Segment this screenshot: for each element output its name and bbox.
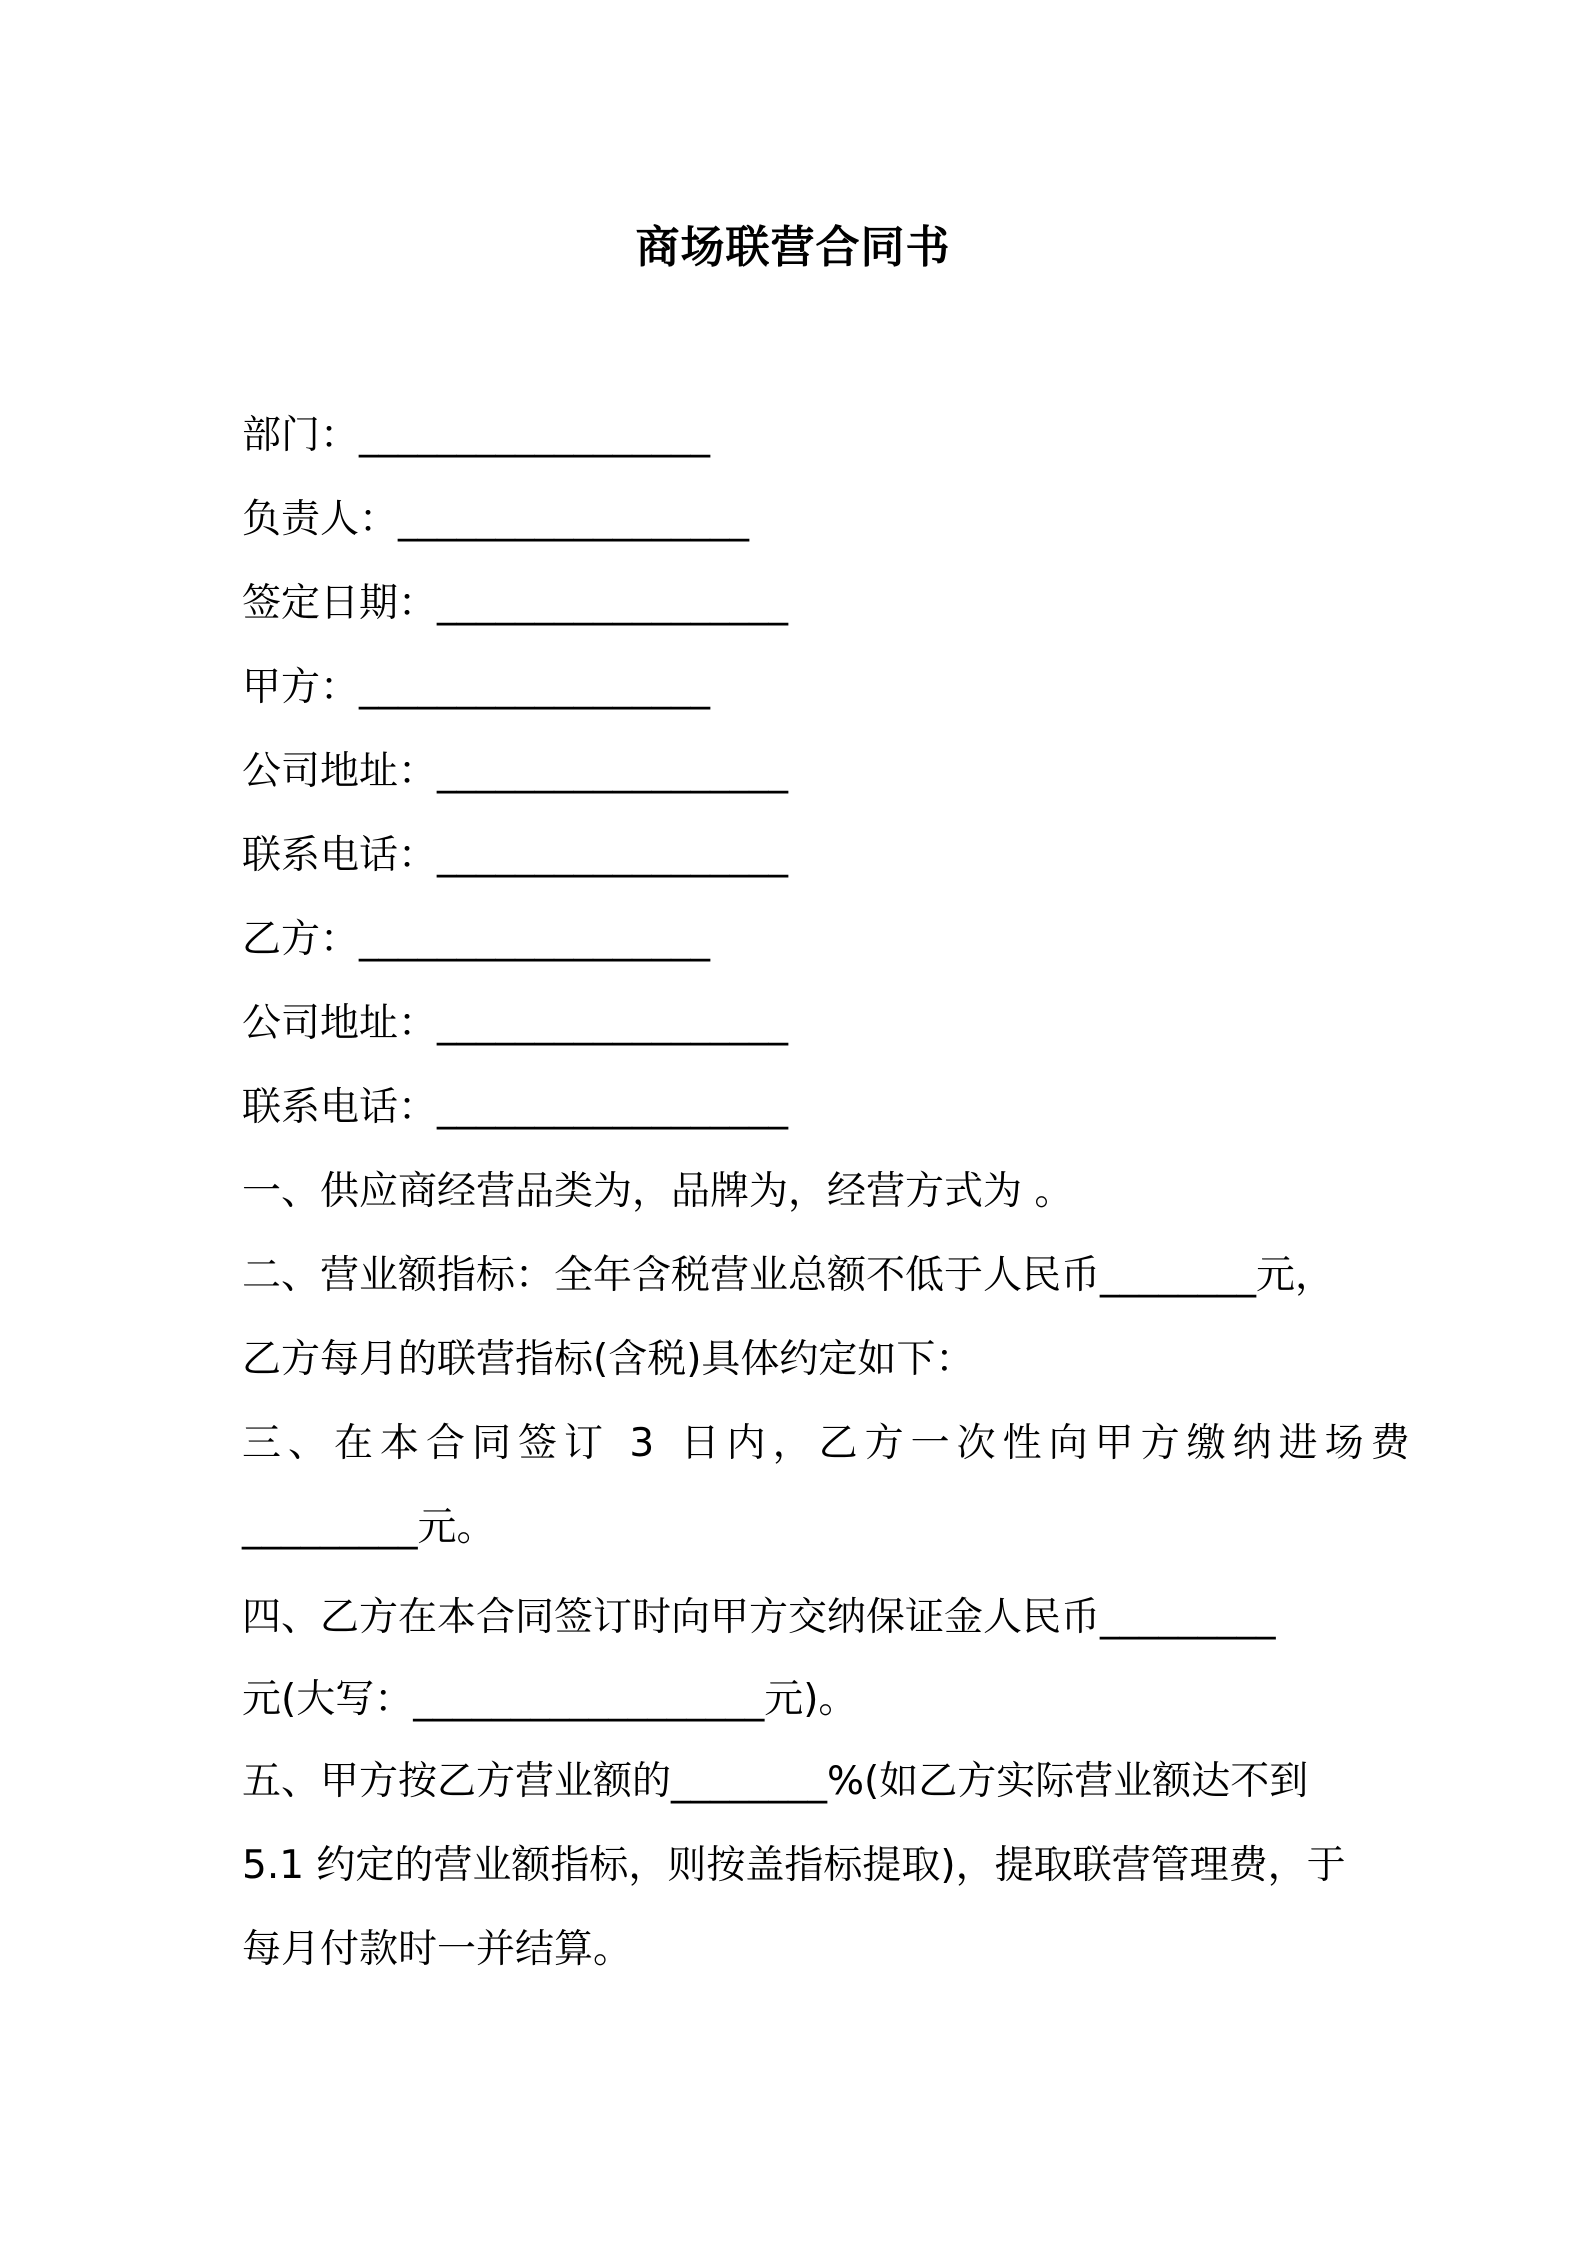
clause-4-line-1: 四、乙方在本合同签订时向甲方交纳保证金人民币_________ — [242, 1595, 1276, 1640]
field-party-b-phone: 联系电话：__________________ — [242, 1085, 789, 1130]
clause-3-line-2: _________元。 — [242, 1505, 496, 1550]
document-title: 商场联营合同书 — [635, 222, 951, 273]
clause-5-line-2: 5.1 约定的营业额指标，则按盖指标提取)，提取联营管理费，于 — [242, 1843, 1346, 1888]
clause-2-line-2: 乙方每月的联营指标(含税)具体约定如下： — [242, 1337, 975, 1382]
field-party-b: 乙方：__________________ — [242, 917, 711, 962]
field-party-a: 甲方：__________________ — [242, 665, 711, 710]
field-department: 部门：__________________ — [242, 413, 711, 458]
field-party-a-phone: 联系电话：__________________ — [242, 833, 789, 878]
clause-5-line-3: 每月付款时一并结算。 — [242, 1927, 633, 1972]
clause-1: 一、供应商经营品类为，品牌为，经营方式为 。 — [242, 1169, 1074, 1214]
field-signing-date: 签定日期：__________________ — [242, 581, 789, 626]
clause-2-line-1: 二、营业额指标：全年含税营业总额不低于人民币________元， — [242, 1253, 1335, 1298]
clause-3-line-1: 三、在本合同签订 3 日内，乙方一次性向甲方缴纳进场费 — [242, 1421, 1417, 1466]
field-party-a-address: 公司地址：__________________ — [242, 749, 789, 794]
field-person-in-charge: 负责人：__________________ — [242, 497, 750, 542]
clause-5-line-1: 五、甲方按乙方营业额的________%(如乙方实际营业额达不到 — [242, 1759, 1309, 1804]
field-party-b-address: 公司地址：__________________ — [242, 1001, 789, 1046]
clause-4-line-2: 元(大写：__________________元)。 — [242, 1677, 858, 1722]
